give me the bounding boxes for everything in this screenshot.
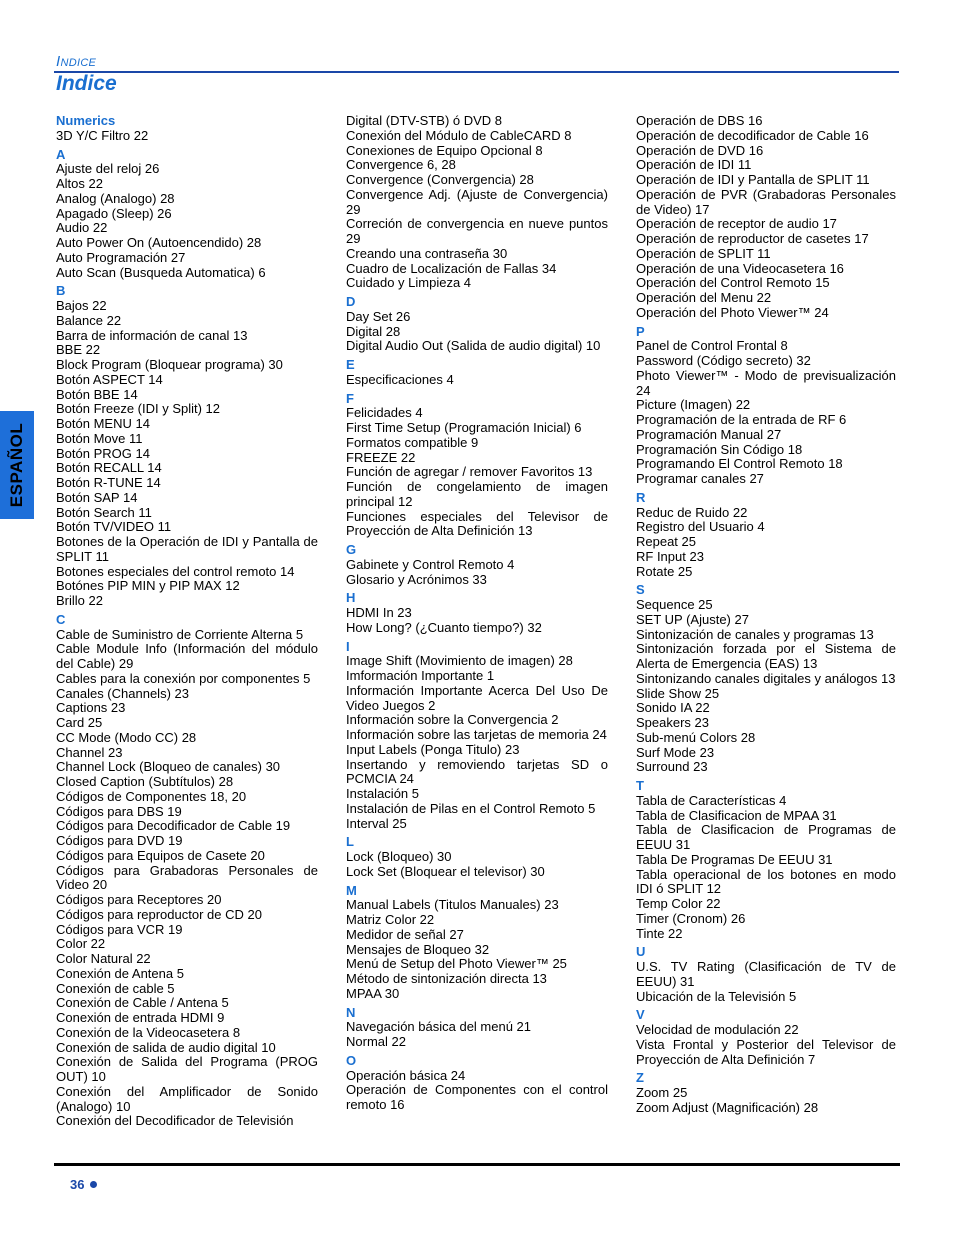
index-entry: Correción de convergencia en nueve puntos 29 [346, 216, 608, 246]
index-entry: Surf Mode 23 [636, 744, 715, 760]
index-entry: Botón TV/VIDEO 11 [56, 519, 172, 535]
section-letter: D [346, 294, 356, 309]
index-entry: Conexión de entrada HDMI 9 [56, 1010, 225, 1025]
index-entry: Botones especiales del control remoto 14 [56, 563, 295, 579]
index-entry: Password (Código secreto) 32 [636, 353, 811, 368]
section-letter: U [636, 944, 646, 960]
index-entry: Conexión de Antena 5 [56, 965, 184, 981]
index-entry: Auto Scan (Busqueda Automatica) 6 [56, 264, 266, 280]
index-entry: Temp Color 22 [636, 896, 721, 911]
index-entry: Función de congelamiento de imagen principal 12 [346, 479, 608, 509]
index-entry: Canales (Channels) 23 [56, 685, 189, 701]
index-entry: Color 22 [56, 936, 106, 952]
section-letter: P [636, 323, 645, 339]
index-entry: Botón SAP 14 [56, 489, 138, 505]
index-entry: Operación de receptor de audio 17 [636, 216, 837, 232]
index-entry: Información sobre las tarjetas de memoria 24 [346, 727, 607, 742]
index-entry: Programando El Control Remoto 18 [636, 456, 843, 472]
page-title: Indice [56, 72, 117, 95]
index-entry: Balance 22 [56, 312, 122, 328]
index-entry: Botón BBE 14 [56, 386, 138, 402]
language-side-tab [0, 411, 34, 519]
index-entry: Tabla de Características 4 [636, 792, 787, 808]
index-entry: Botón Freeze (IDI y Split) 12 [56, 401, 221, 417]
index-entry: Conexiones de Equipo Opcional 8 [346, 142, 543, 158]
index-entry: Convergence Adj. (Ajuste de Convergencia) 29 [346, 186, 608, 217]
index-entry: Método de sintonización directa 13 [346, 971, 547, 986]
index-entry: Closed Caption (Subtítulos) 28 [56, 774, 234, 789]
index-entry: Ajuste del reloj 26 [56, 161, 160, 177]
index-entry: Programar canales 27 [636, 471, 764, 486]
index-entry: Manual Labels (Titulos Manuales) 23 [346, 897, 559, 913]
index-entry: Botónes PIP MIN y PIP MAX 12 [56, 578, 240, 594]
index-entry: Channel 23 [56, 744, 123, 760]
index-entry: Mensajes de Bloqueo 32 [346, 941, 490, 957]
section-letter: N [346, 1004, 356, 1020]
index-entry: Tabla de Clasificacion de Programas de EEUU 31 [636, 822, 896, 852]
index-entry: Operación básica 24 [346, 1067, 466, 1083]
index-entry: Información sobre la Convergencia 2 [346, 712, 559, 728]
index-entry: Zoom Adjust (Magnificación) 28 [636, 1099, 819, 1115]
index-entry: Timer (Cronom) 26 [636, 910, 746, 926]
index-column-2 [346, 114, 608, 1113]
index-entry: Auto Power On (Autoencendido) 28 [56, 235, 262, 250]
section-letter: O [346, 1052, 357, 1068]
index-entry: Sonido IA 22 [636, 700, 710, 716]
index-entry: Felicidades 4 [346, 405, 423, 421]
section-letter: L [346, 834, 354, 850]
index-entry: Convergence (Convergencia) 28 [346, 172, 534, 187]
index-entry: Operación del Menu 22 [636, 290, 772, 305]
index-entry: Sub-menú Colors 28 [636, 729, 756, 745]
index-entry: Channel Lock (Bloqueo de canales) 30 [56, 759, 281, 775]
index-entry: Códigos para DBS 19 [56, 803, 182, 819]
index-entry: Operación de una Videocasetera 16 [636, 260, 844, 276]
index-entry: Photo Viewer™ - Modo de previsualización 24 [636, 367, 896, 398]
page-number: 36 [70, 1177, 85, 1192]
index-entry: Códigos para DVD 19 [56, 833, 183, 848]
index-entry: Reduc de Ruido 22 [636, 504, 748, 520]
bullet-icon [90, 1181, 97, 1188]
index-entry: Audio 22 [56, 220, 108, 236]
index-entry: Operación de PVR (Grabadoras Personales de Video) 17 [636, 186, 896, 217]
index-entry: Surround 23 [636, 759, 708, 775]
index-entry: Color Natural 22 [56, 951, 151, 966]
section-letter: I [346, 638, 350, 654]
section-letter: B [56, 283, 66, 299]
index-entry: Tinte 22 [636, 925, 683, 941]
index-entry: Sequence 25 [636, 597, 713, 612]
index-entry: Slide Show 25 [636, 685, 720, 701]
index-entry: Instalación de Pilas en el Control Remoto 5 [346, 800, 596, 816]
index-entry: Picture (Imagen) 22 [636, 397, 751, 413]
section-letter: H [346, 590, 356, 606]
index-entry: Códigos para Decodificador de Cable 19 [56, 818, 291, 834]
index-entry: Conexión de cable 5 [56, 980, 175, 996]
index-entry: Operación de Componentes con el control remoto 16 [346, 1082, 608, 1112]
index-entry: Apagado (Sleep) 26 [56, 205, 172, 221]
index-entry: Sintonizando canales digitales y análogos 13 [636, 670, 896, 686]
index-entry: First Time Setup (Programación Inicial) 6 [346, 420, 582, 435]
index-column-3 [636, 114, 896, 1116]
index-entry: Block Program (Bloquear programa) 30 [56, 357, 283, 372]
index-entry: Creando una contraseña 30 [346, 245, 508, 261]
index-entry: Cables para la conexión por componentes 5 [56, 670, 311, 686]
index-entry: Operación de DVD 16 [636, 142, 764, 158]
index-entry: Programación Manual 27 [636, 426, 782, 442]
index-entry: Operación de IDI y Pantalla de SPLIT 11 [636, 172, 870, 187]
index-entry: How Long? (¿Cuanto tiempo?) 32 [346, 619, 542, 635]
index-entry: Rotate 25 [636, 563, 693, 579]
index-entry: Auto Programación 27 [56, 249, 186, 265]
index-entry: Captions 23 [56, 700, 126, 716]
index-entry: Tabla De Programas De EEUU 31 [636, 851, 833, 867]
index-entry: Códigos para Equipos de Casete 20 [56, 847, 265, 863]
section-letter: G [346, 542, 357, 557]
index-entry: Operación de decodificador de Cable 16 [636, 127, 869, 143]
index-entry: Zoom 25 [636, 1085, 688, 1100]
index-entry: Lock (Bloqueo) 30 [346, 849, 452, 864]
section-letter: F [346, 390, 354, 406]
index-entry: Operación de SPLIT 11 [636, 245, 771, 261]
running-head [56, 53, 96, 70]
index-entry: Conexión del Amplificador de Sonido (Analogo) 10 [56, 1083, 318, 1114]
index-entry: CC Mode (Modo CC) 28 [56, 729, 197, 745]
section-letter: R [636, 489, 646, 505]
index-entry: HDMI In 23 [346, 605, 412, 620]
index-entry: Botón ASPECT 14 [56, 371, 163, 387]
index-entry: Barra de información de canal 13 [56, 327, 248, 343]
index-entry: Códigos para reproductor de CD 20 [56, 906, 262, 922]
index-entry: Registro del Usuario 4 [636, 519, 765, 535]
index-entry: Ubicación de la Televisión 5 [636, 988, 797, 1004]
index-entry: Operación del Control Remoto 15 [636, 275, 830, 291]
index-entry: Códigos para Receptores 20 [56, 892, 222, 907]
index-entry: Navegación básica del menú 21 [346, 1019, 532, 1035]
index-entry: Conexión del Módulo de CableCARD 8 [346, 127, 572, 143]
index-entry: Operación de reproductor de casetes 17 [636, 231, 869, 246]
index-entry: Gabinete y Control Remoto 4 [346, 556, 515, 572]
index-entry: Medidor de señal 27 [346, 926, 464, 942]
index-entry: Speakers 23 [636, 715, 709, 730]
index-entry: Información Importante Acerca Del Uso De Video Juegos 2 [346, 682, 608, 713]
index-entry: Programación Sin Código 18 [636, 441, 803, 457]
index-entry: Botón RECALL 14 [56, 460, 162, 476]
index-entry: Botón Move 11 [56, 430, 143, 446]
index-entry: Normal 22 [346, 1034, 406, 1049]
section-letter: E [346, 357, 355, 372]
index-entry: Sintonización forzada por el Sistema de Alerta de Emergencia (EAS) 13 [636, 641, 896, 671]
index-column-1 [56, 114, 318, 1129]
index-entry: Conexión de la Videocasetera 8 [56, 1024, 241, 1040]
index-entry: Conexión de Salida del Programa (PROG OUT) 10 [56, 1054, 318, 1084]
index-entry: Vista Frontal y Posterior del Televisor de Proyección de Alta Definición 7 [636, 1036, 896, 1067]
index-entry: Tabla operacional de los botones en modo IDI ó SPLIT 12 [636, 866, 896, 897]
footer-rule [54, 1163, 900, 1166]
index-entry: Imformación Importante 1 [346, 668, 495, 683]
index-entry: MPAA 30 [346, 985, 400, 1001]
index-entry: Conexión de Cable / Antena 5 [56, 995, 229, 1011]
index-entry: Sintonización de canales y programas 13 [636, 626, 874, 642]
section-letter: C [56, 611, 66, 627]
index-entry: Panel de Control Frontal 8 [636, 338, 788, 354]
header-rule [54, 71, 899, 73]
index-entry: Brillo 22 [56, 593, 103, 608]
index-entry: Conexión del Decodificador de Televisión [56, 1113, 294, 1129]
section-letter: Z [636, 1070, 644, 1086]
index-entry: Cable de Suministro de Corriente Alterna 5 [56, 626, 304, 642]
section-letter: S [636, 582, 645, 598]
index-entry: RF Input 23 [636, 548, 704, 564]
index-entry: Card 25 [56, 715, 103, 730]
section-letter: V [636, 1007, 645, 1023]
index-entry: Botón PROG 14 [56, 445, 150, 461]
section-letter: T [636, 778, 644, 793]
index-entry: Instalación 5 [346, 786, 419, 801]
index-entry: Operación de DBS 16 [636, 113, 763, 128]
index-entry: Insertando y removiendo tarjetas SD o PCMCIA 24 [346, 756, 608, 787]
index-entry: Códigos para VCR 19 [56, 921, 183, 937]
index-entry: Especificaciones 4 [346, 371, 454, 387]
page-footer [70, 1177, 97, 1192]
index-entry: Cuidado y Limpieza 4 [346, 275, 472, 291]
index-entry: Menú de Setup del Photo Viewer™ 25 [346, 956, 567, 972]
index-entry: Analog (Analogo) 28 [56, 190, 175, 206]
index-entry: Función de agregar / remover Favoritos 13 [346, 464, 593, 480]
index-entry: Cuadro de Localización de Fallas 34 [346, 260, 557, 276]
running-head-rest: NDICE [60, 57, 97, 69]
index-entry: Glosario y Acrónimos 33 [346, 571, 487, 587]
running-head-initial: I [56, 53, 61, 70]
index-entry: Matriz Color 22 [346, 912, 435, 927]
index-entry: U.S. TV Rating (Clasificación de TV de EEUU) 31 [636, 959, 896, 989]
index-entry: BBE 22 [56, 342, 101, 358]
index-entry: Velocidad de modulación 22 [636, 1022, 799, 1037]
index-entry: FREEZE 22 [346, 449, 416, 465]
index-entry: Programación de la entrada de RF 6 [636, 412, 847, 427]
index-entry: Image Shift (Movimiento de imagen) 28 [346, 653, 573, 669]
index-entry: Formatos compatible 9 [346, 434, 479, 450]
language-tab-label: ESPAÑOL [7, 422, 26, 508]
index-entry: Conexión de salida de audio digital 10 [56, 1039, 276, 1055]
index-entry: Cable Module Info (Información del módulo del Cable) 29 [56, 641, 318, 671]
index-entry: Interval 25 [346, 815, 407, 831]
index-entry: Funciones especiales del Televisor de Proyección de Alta Definición 13 [346, 508, 608, 539]
index-entry: Botón Search 11 [56, 504, 152, 520]
index-entry: 3D Y/C Filtro 22 [56, 127, 149, 143]
index-entry: Repeat 25 [636, 534, 696, 549]
index-entry: Altos 22 [56, 176, 103, 191]
index-entry: Digital 28 [346, 323, 401, 339]
index-entry: Digital (DTV-STB) ó DVD 8 [346, 113, 503, 128]
index-entry: Códigos para Grabadoras Personales de Video 20 [56, 862, 318, 893]
index-entry: Lock Set (Bloquear el televisor) 30 [346, 863, 545, 879]
index-entry: Bajos 22 [56, 298, 107, 313]
index-entry: Day Set 26 [346, 308, 411, 324]
section-letter: A [56, 146, 66, 162]
index-entry: Operación del Photo Viewer™ 24 [636, 304, 829, 320]
section-letter: M [346, 882, 357, 898]
section-letter: Numerics [56, 113, 116, 128]
index-entry: Convergence 6, 28 [346, 157, 456, 173]
index-entry: Botones de la Operación de IDI y Pantalla de SPLIT 11 [56, 534, 318, 564]
index-entry: Códigos de Componentes 18, 20 [56, 788, 247, 804]
index-entry: Botón MENU 14 [56, 416, 150, 431]
index-entry: Tabla de Clasificacion de MPAA 31 [636, 807, 837, 823]
index-entry: SET UP (Ajuste) 27 [636, 611, 749, 627]
index-entry: Digital Audio Out (Salida de audio digital) 10 [346, 338, 601, 354]
index-entry: Input Labels (Ponga Titulo) 23 [346, 741, 520, 757]
index-entry: Operación de IDI 11 [636, 157, 752, 173]
index-entry: Botón R-TUNE 14 [56, 475, 161, 490]
